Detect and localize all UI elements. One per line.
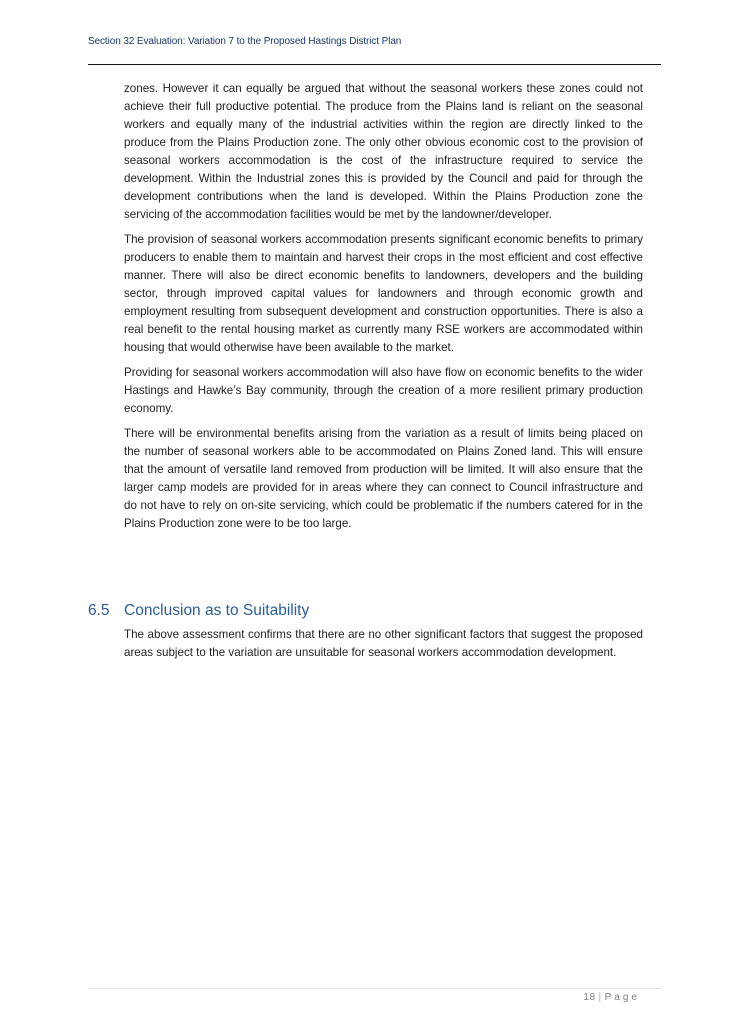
section-heading (88, 600, 643, 622)
section-6-5 (88, 600, 643, 669)
body-paragraph-2: The provision of seasonal workers accommodation presents significant economic benefits to primary producers to enable them to maintain and harvest their crops in the most efficient and cost effective manner. There will also be direct economic benefits to landowners, developers and the building sector, through improved capital values for landowners and through economic growth and employment resulting from subsequent development and construction opportunities. There is also a real benefit to the rental housing market as currently many RSE workers are accommodated within housing that would otherwise have been available to the market. (124, 233, 643, 354)
section-title: Conclusion as to Suitability (124, 602, 310, 619)
body-paragraph-1: zones. However it can equally be argued that without the seasonal workers these zones could not achieve their full productive potential. The produce from the Plains land is reliant on the seasonal workers and equally many of the industrial activities within the region are directly linked to the produce from the Plains Production zone. The only other obvious economic cost to the provision of seasonal workers accommodation is the cost of the infrastructure required to service the development. Within the Industrial zones this is provided by the Council and paid for through the development contributions when the land is developed. Within the Plains Production zone the servicing of the accommodation facilities would be met by the landowner/developer. (124, 82, 643, 221)
running-header: Section 32 Evaluation: Variation 7 to the Proposed Hastings District Plan (88, 36, 402, 47)
page-footer (583, 992, 640, 1003)
footer-divider (88, 988, 661, 989)
header-divider (88, 64, 661, 65)
page-label: Page (604, 992, 640, 1003)
body-paragraph-4: There will be environmental benefits arising from the variation as a result of limits being placed on the number of seasonal workers able to be accommodated on Plains Zoned land. This will ensure that the amount of versatile land removed from production will be limited. It will also ensure that the larger camp models are provided for in areas where they can connect to Council infrastructure and do not have to rely on on-site servicing, which could be problematic if the numbers catered for in the Plains Production zone were to be too large. (124, 427, 643, 530)
section-number: 6.5 (88, 602, 110, 619)
document-body (124, 80, 643, 540)
footer-separator: | (598, 992, 602, 1003)
body-paragraph-3: Providing for seasonal workers accommodation will also have flow on economic benefits to the wider Hastings and Hawke’s Bay community, through the creation of a more resilient primary production economy. (124, 366, 643, 415)
section-paragraph: The above assessment confirms that there are no other significant factors that suggest the proposed areas subject to the variation are unsuitable for seasonal workers accommodation development. (124, 628, 643, 659)
section-body (124, 626, 643, 662)
page-number: 18 (583, 992, 596, 1003)
